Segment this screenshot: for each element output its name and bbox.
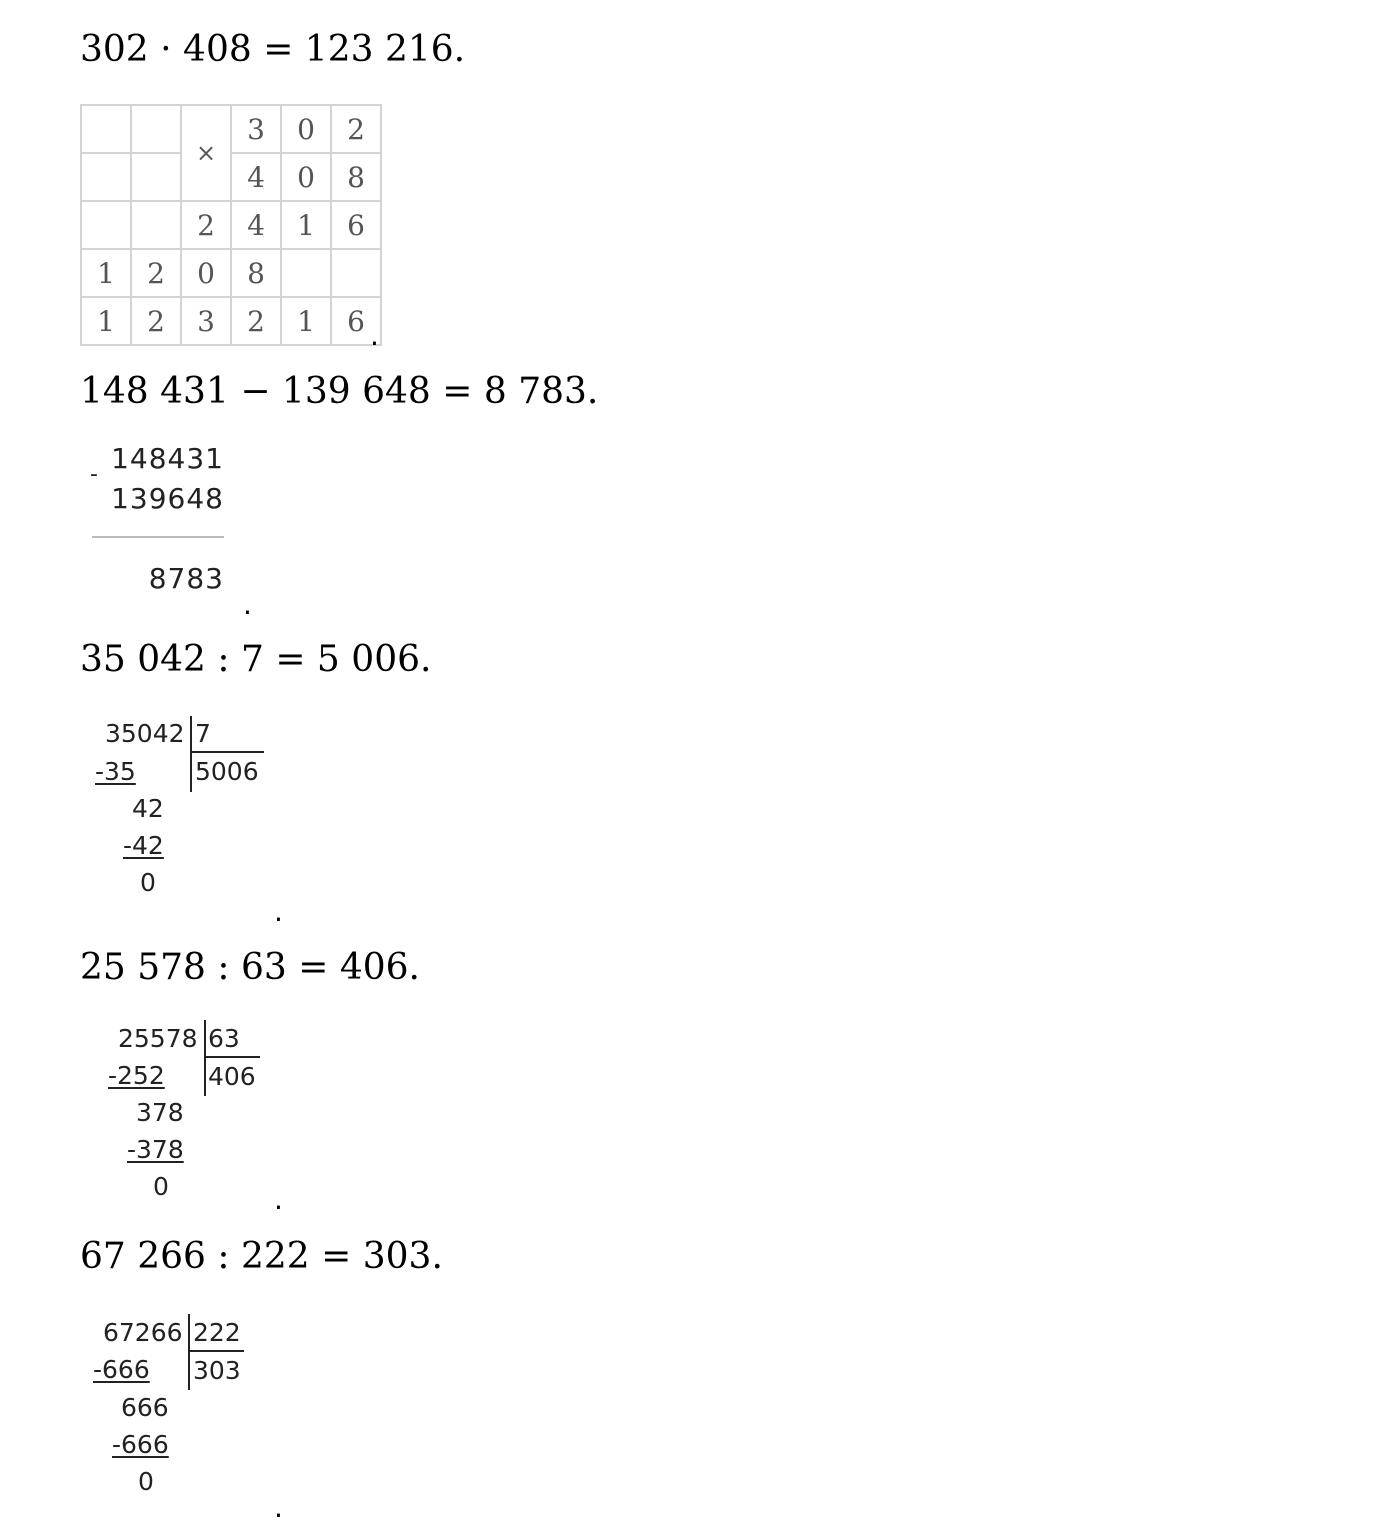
division-step: -378: [127, 1135, 184, 1164]
grid-cell: [131, 201, 181, 249]
dividend: 35042: [105, 719, 185, 748]
grid-cell: [81, 105, 131, 153]
grid-cell: [81, 201, 131, 249]
grid-cell: 2: [231, 297, 281, 345]
division-step: -35: [95, 757, 136, 786]
minuend: 148431: [111, 442, 224, 475]
grid-cell: 2: [181, 201, 231, 249]
grid-cell: [331, 249, 381, 297]
quotient: 406: [208, 1062, 256, 1091]
quotient: 5006: [195, 757, 259, 786]
division-remainder: 0: [153, 1172, 169, 1201]
difference: 8783: [148, 562, 224, 595]
minus-sign: -: [90, 462, 98, 487]
grid-cell: 0: [181, 249, 231, 297]
end-dot: .: [243, 588, 252, 621]
end-dot: .: [274, 1183, 283, 1216]
grid-cell: 1: [281, 297, 331, 345]
division-step: -252: [108, 1061, 165, 1090]
grid-cell: 2: [131, 249, 181, 297]
grid-cell: 4: [231, 201, 281, 249]
grid-cell: 8: [331, 153, 381, 201]
equation-multiplication: 302 · 408 = 123 216.: [80, 29, 466, 70]
equation-division-3: 67 266 : 222 = 303.: [80, 1236, 443, 1277]
grid-cell: 0: [281, 153, 331, 201]
grid-cell: [281, 249, 331, 297]
grid-cell: [81, 153, 131, 201]
quotient: 303: [193, 1356, 241, 1385]
division-bracket-vertical: [204, 1020, 206, 1096]
dividend: 67266: [103, 1318, 183, 1347]
end-dot: .: [370, 319, 379, 352]
grid-cell: 3: [181, 297, 231, 345]
grid-cell: 3: [231, 105, 281, 153]
grid-cell: [131, 105, 181, 153]
division-step: -666: [112, 1430, 169, 1459]
divisor: 7: [195, 719, 211, 748]
division-bracket-horizontal: [204, 1056, 260, 1058]
grid-cell: 1: [81, 249, 131, 297]
grid-cell: 2: [131, 297, 181, 345]
grid-cell: 1: [281, 201, 331, 249]
equation-division-1: 35 042 : 7 = 5 006.: [80, 639, 432, 680]
grid-cell: 6: [331, 297, 381, 345]
grid-cell: 0: [281, 105, 331, 153]
division-remainder: 0: [138, 1467, 154, 1496]
division-step: 42: [132, 794, 164, 823]
grid-cell: 1: [81, 297, 131, 345]
grid-cell: 2: [331, 105, 381, 153]
division-bracket-horizontal: [190, 751, 264, 753]
subtraction-line: [92, 536, 224, 538]
division-step: 666: [121, 1393, 169, 1422]
division-bracket-vertical: [188, 1314, 190, 1390]
grid-cell: [131, 153, 181, 201]
dividend: 25578: [118, 1024, 198, 1053]
equation-subtraction: 148 431 − 139 648 = 8 783.: [80, 371, 599, 412]
division-step: 378: [136, 1098, 184, 1127]
divisor: 222: [193, 1318, 241, 1347]
subtrahend: 139648: [111, 482, 224, 515]
end-dot: .: [274, 1491, 283, 1524]
end-dot: .: [274, 895, 283, 928]
divisor: 63: [208, 1024, 240, 1053]
grid-cell: 6: [331, 201, 381, 249]
division-bracket-vertical: [190, 716, 192, 792]
multiplication-grid: [80, 104, 382, 346]
division-remainder: 0: [140, 868, 156, 897]
grid-cell: 8: [231, 249, 281, 297]
division-step: -42: [123, 831, 164, 860]
equation-division-2: 25 578 : 63 = 406.: [80, 947, 420, 988]
division-step: -666: [93, 1355, 150, 1384]
grid-cell: 4: [231, 153, 281, 201]
division-bracket-horizontal: [188, 1350, 244, 1352]
multiply-sign: ×: [181, 105, 231, 201]
